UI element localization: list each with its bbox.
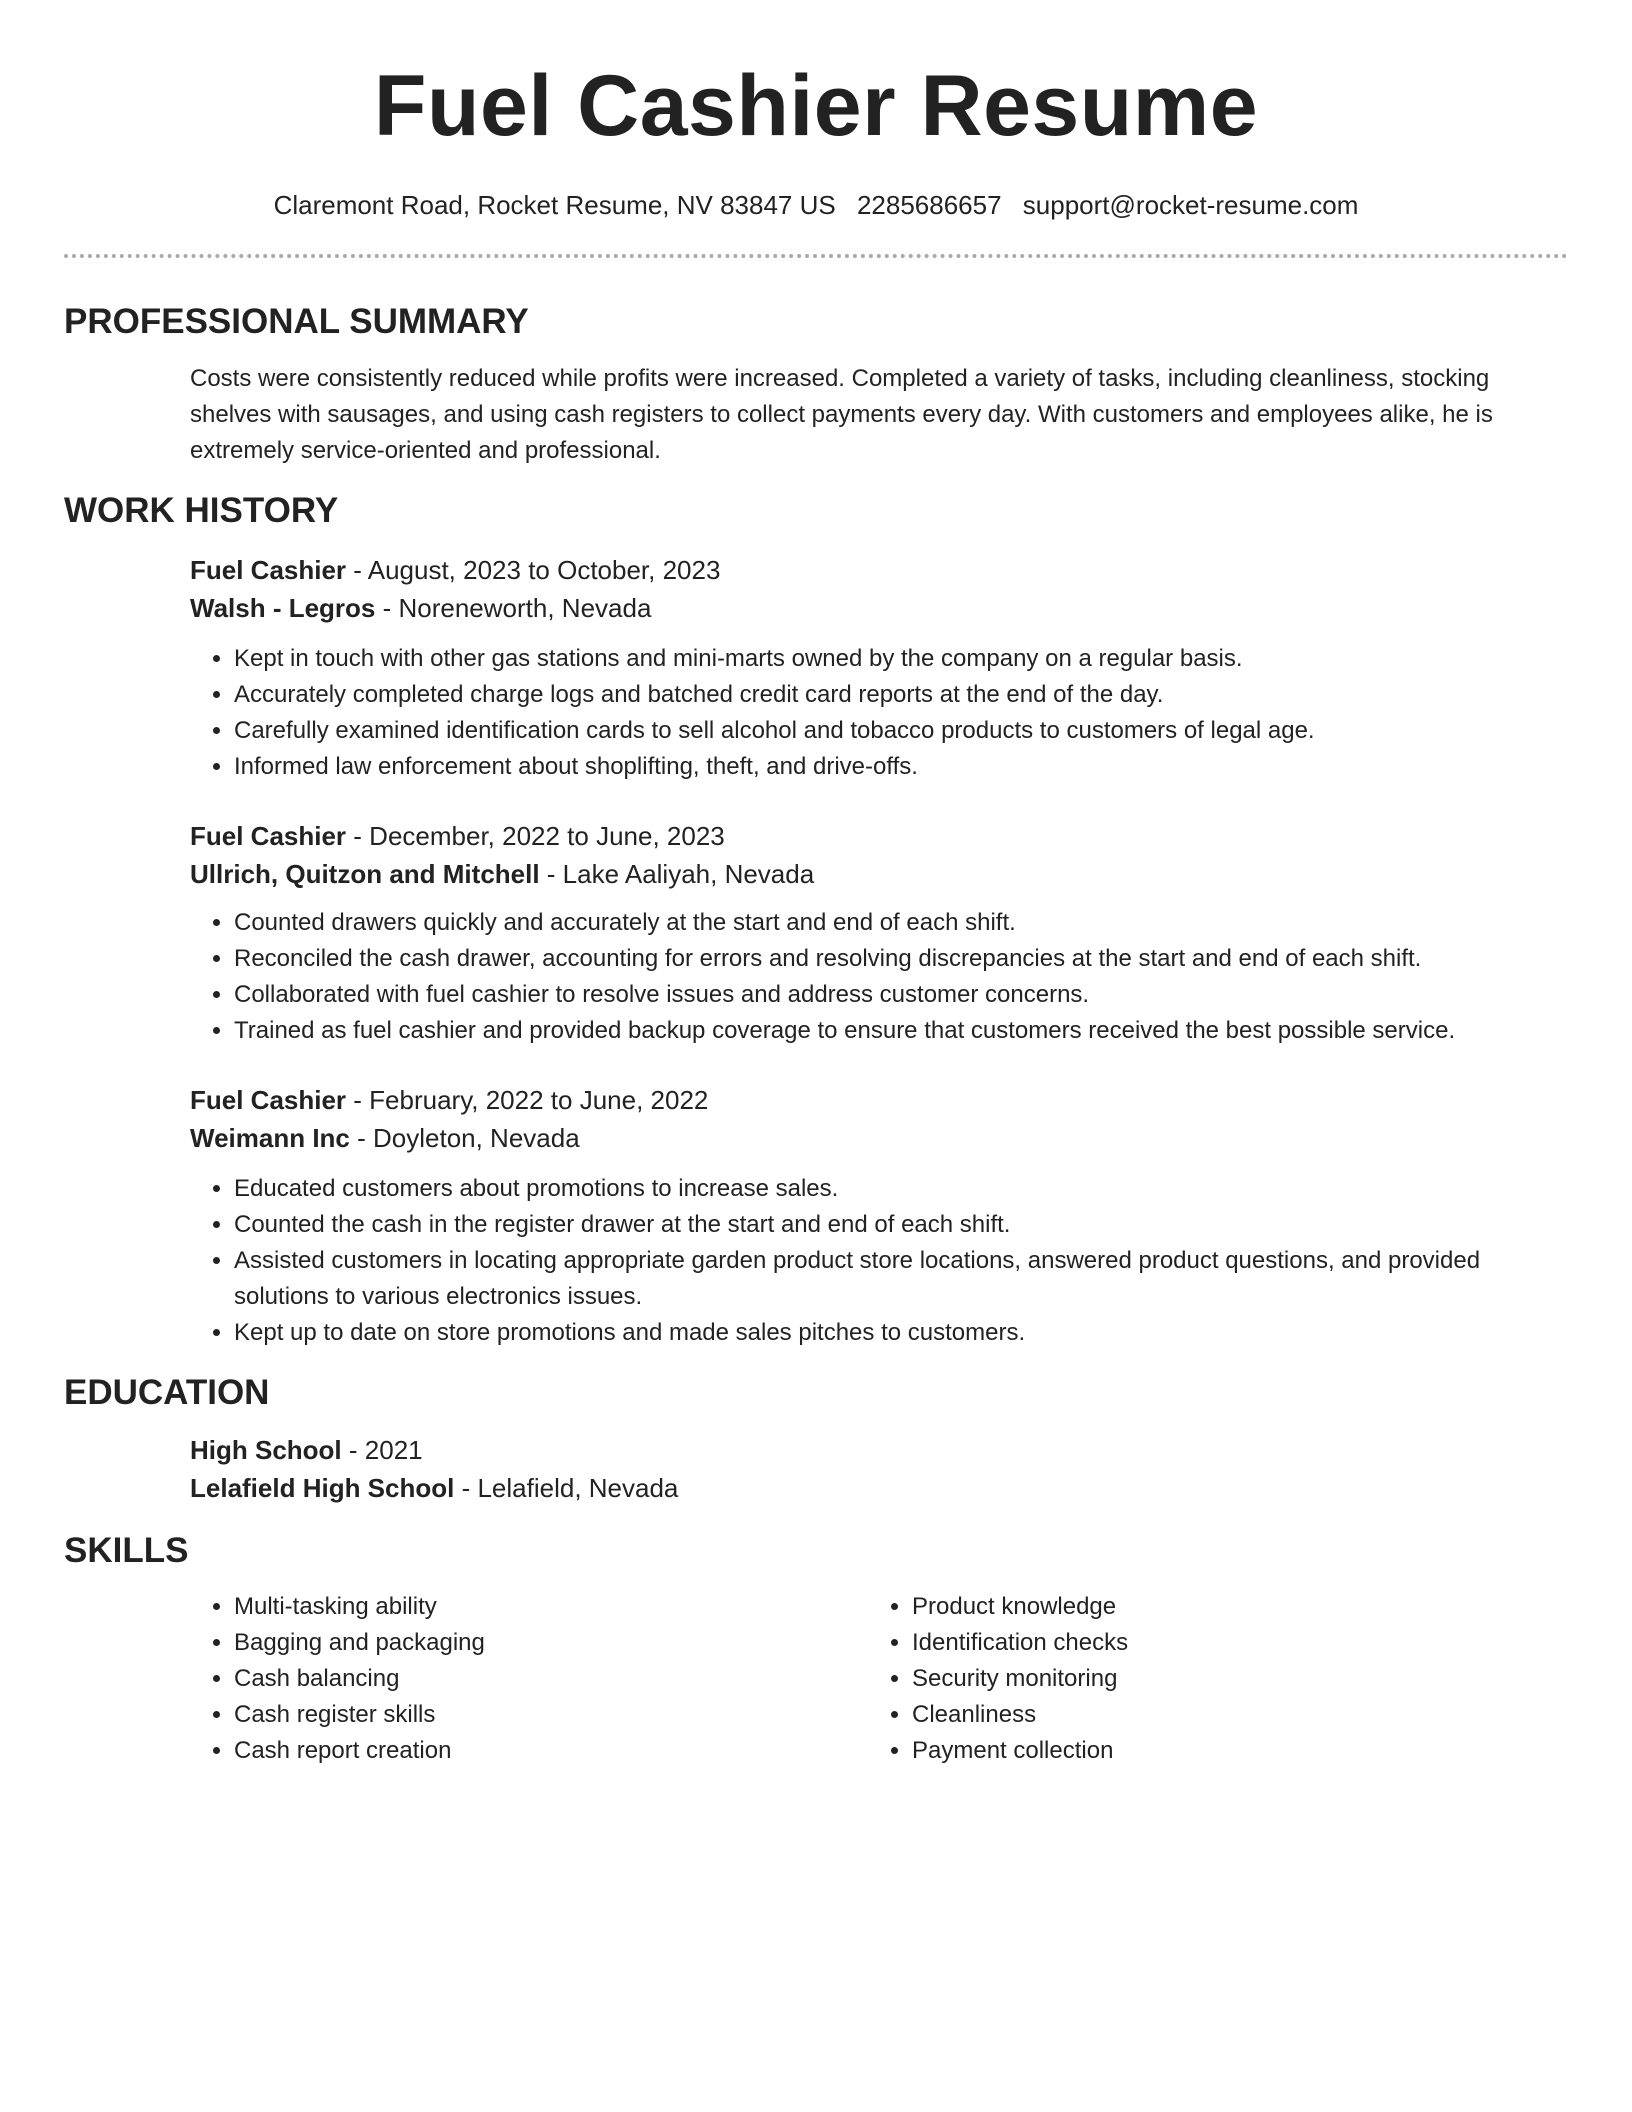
skill-item: • Product knowledge [912, 1589, 1128, 1625]
job-dates: - February, 2022 to June, 2022 [346, 1085, 709, 1115]
contact-address: Claremont Road, Rocket Resume, NV 83847 US [273, 190, 836, 220]
job-company: Weimann Inc [190, 1123, 350, 1153]
skill-item: • Cash balancing [234, 1661, 868, 1697]
job-bullets [190, 1171, 1568, 1351]
job-bullet: • Collaborated with fuel cashier to resolve issues and address customer concerns. [234, 977, 1568, 1013]
job-bullet: • Counted the cash in the register drawer at the start and end of each shift. [234, 1207, 1568, 1243]
job-bullet: • Accurately completed charge logs and batched credit card reports at the end of the day. [234, 677, 1568, 713]
job-bullets [190, 905, 1568, 1049]
skill-item: • Cleanliness [912, 1697, 1128, 1733]
skill-item: • Cash report creation [234, 1733, 868, 1769]
job-dates: - August, 2023 to October, 2023 [346, 555, 721, 585]
education-school: Lelafield High School [190, 1473, 455, 1503]
job-bullet: • Educated customers about promotions to increase sales. [234, 1171, 1568, 1207]
job-title-line [190, 551, 1568, 589]
education-heading: EDUCATION [64, 1373, 270, 1412]
job-bullet: • Assisted customers in locating appropriate garden product store locations, answered product questions, and provided solutions to various electronics issues. [234, 1243, 1568, 1315]
skill-item: • Cash register skills [234, 1697, 868, 1733]
job-title-line [190, 817, 1568, 855]
contact-email: support@rocket-resume.com [1022, 190, 1359, 220]
summary-heading: PROFESSIONAL SUMMARY [64, 302, 529, 341]
job-role: Fuel Cashier [190, 1085, 347, 1115]
skill-item: • Security monitoring [912, 1661, 1128, 1697]
skills-heading: SKILLS [64, 1531, 189, 1570]
skill-item: • Payment collection [912, 1733, 1128, 1769]
skill-item: • Identification checks [912, 1625, 1128, 1661]
job-company-line [190, 855, 1568, 893]
summary-section [64, 361, 1568, 469]
job-bullet: • Trained as fuel cashier and provided backup coverage to ensure that customers received the best possible service. [234, 1013, 1568, 1049]
skill-item: • Multi-tasking ability [234, 1589, 868, 1625]
job-location: - Lake Aaliyah, Nevada [539, 859, 815, 889]
contact-phone: 2285686657 [856, 190, 1002, 220]
skills-column-left [190, 1589, 868, 1769]
job-bullet: • Counted drawers quickly and accurately at the start and end of each shift. [234, 905, 1568, 941]
job-bullet: • Reconciled the cash drawer, accounting for errors and resolving discrepancies at the start and end of each shift. [234, 941, 1568, 977]
summary-text: Costs were consistently reduced while profits were increased. Completed a variety of tasks, including cleanliness, stocking shelves with sausages, and using cash registers to collect payments every day. With customers and employees alike, he is extremely service-oriented and professional. [190, 365, 1493, 464]
skills-list [64, 1589, 1568, 1769]
job-location: - Doyleton, Nevada [349, 1123, 580, 1153]
education-entry [64, 1431, 1568, 1507]
skill-item: • Bagging and packaging [234, 1625, 868, 1661]
job-entry [64, 1081, 1568, 1351]
job-bullets [190, 641, 1568, 785]
resume-title: Fuel Cashier Resume [373, 58, 1259, 154]
job-entry [64, 817, 1568, 1049]
job-company: Walsh - Legros [190, 593, 376, 623]
job-bullet: • Carefully examined identification cards to sell alcohol and tobacco products to customers of legal age. [234, 713, 1568, 749]
education-year: - 2021 [341, 1435, 423, 1465]
job-role: Fuel Cashier [190, 555, 347, 585]
work-history-heading: WORK HISTORY [64, 491, 339, 530]
job-bullet: • Informed law enforcement about shoplifting, theft, and drive-offs. [234, 749, 1568, 785]
skills-column-right [868, 1589, 1128, 1769]
contact-line [64, 190, 1568, 220]
education-degree: High School [190, 1435, 342, 1465]
education-location: - Lelafield, Nevada [454, 1473, 679, 1503]
job-company: Ullrich, Quitzon and Mitchell [190, 859, 540, 889]
education-school-line [190, 1469, 1568, 1507]
job-bullet: • Kept up to date on store promotions and made sales pitches to customers. [234, 1315, 1568, 1351]
job-location: - Noreneworth, Nevada [375, 593, 652, 623]
job-company-line [190, 1119, 1568, 1157]
job-role: Fuel Cashier [190, 821, 347, 851]
job-bullet: • Kept in touch with other gas stations and mini-marts owned by the company on a regular basis. [234, 641, 1568, 677]
job-title-line [190, 1081, 1568, 1119]
header-divider [64, 254, 1568, 258]
job-company-line [190, 589, 1568, 627]
education-degree-line [190, 1431, 1568, 1469]
job-dates: - December, 2022 to June, 2023 [346, 821, 725, 851]
job-entry [64, 551, 1568, 785]
